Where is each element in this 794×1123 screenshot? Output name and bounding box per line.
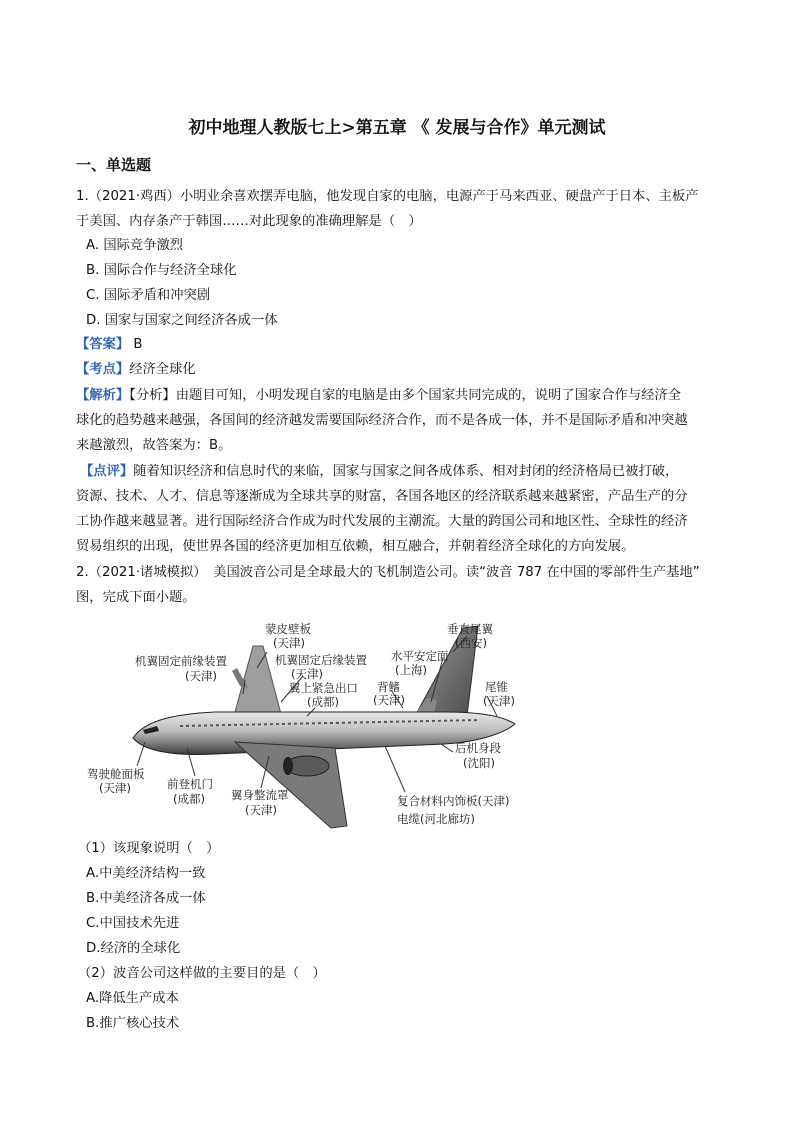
q1-option-d: D. 国家与国家之间经济各成一体	[86, 313, 278, 328]
q1-stem-line: 1.（2021·鸡西）小明业余喜欢摆弄电脑，他发现自家的电脑，电源产于马来西亚、硬盘产于日本、主板产	[76, 189, 699, 204]
label-leading-edge-city: (天津)	[185, 669, 217, 683]
label-cockpit-panel: 驾驶舱面板	[87, 767, 145, 781]
label-interior-panel: 复合材料内饰板(天津)	[397, 794, 510, 808]
label-emergency-exit-city: (成都)	[307, 695, 339, 709]
label-skin-panel: 蒙皮壁板	[265, 622, 311, 636]
q1-stem-line: 于美国、内存条产于韩国……对此现象的准确理解是（ ）	[76, 214, 422, 229]
q2-sub1-option-d: D.经济的全球化	[86, 941, 181, 956]
label-aft-fuselage: 后机身段	[455, 741, 501, 755]
q2-sub1: （1）该现象说明（ ）	[78, 841, 220, 856]
q2-sub2-option-b: B.推广核心技术	[86, 1016, 180, 1031]
kaodian-value: 经济全球化	[129, 362, 196, 377]
dianping-line: 资源、技术、人才、信息等逐渐成为全球共享的财富，各国各地区的经济联系越来越紧密，产品生产的分	[76, 489, 688, 504]
q1-option-b: B. 国际合作与经济全球化	[86, 263, 237, 278]
jiexi-line: 球化的趋势越来越强，各国间的经济越发需要国际经济合作，而不是各成一体，并不是国际矛盾和冲突越	[76, 413, 688, 428]
dianping-line: 工协作越来越显著。进行国际经济合作成为时代发展的主潮流。大量的跨国公司和地区性、全球性的经济	[76, 514, 688, 529]
label-skin-panel-city: (天津)	[273, 636, 305, 650]
answer-value: B	[129, 337, 143, 352]
label-wing-body-fairing: 翼身整流罩	[231, 788, 289, 802]
q2-sub1-option-b: B.中美经济各成一体	[86, 891, 206, 906]
dianping-tag: 【点评】	[80, 464, 134, 479]
label-tail-cone: 尾锥	[485, 680, 508, 694]
label-cockpit-panel-city: (天津)	[99, 781, 131, 795]
jiexi-tag: 【解析】	[76, 388, 130, 403]
label-emergency-exit: 翼上紧急出口	[289, 681, 358, 695]
label-dorsal-fin-city: (天津)	[373, 693, 405, 707]
label-horizontal-stabilizer-city: (上海)	[395, 663, 427, 677]
q2-stem-line: 图，完成下面小题。	[76, 590, 196, 605]
q1-option-a: A. 国际竞争激烈	[86, 238, 184, 253]
q1-option-c: C. 国际矛盾和冲突剧	[86, 288, 211, 303]
q2-sub1-option-c: C.中国技术先进	[86, 916, 180, 931]
q2-stem	[76, 560, 720, 610]
boeing-787-parts-diagram	[85, 616, 535, 830]
jiexi-line: 来越激烈，故答案为：B。	[76, 438, 232, 453]
q1-jiexi	[76, 383, 720, 458]
q2-sub2: （2）波音公司这样做的主要目的是（ ）	[78, 966, 326, 981]
q1-answer	[76, 335, 143, 355]
dianping-line: 贸易组织的出现，使世界各国的经济更加相互依赖，相互融合，并朝着经济全球化的方向发展。	[76, 539, 635, 554]
q2-sub1-option-a: A.中美经济结构一致	[86, 866, 206, 881]
label-trailing-edge: 机翼固定后缘装置	[275, 653, 367, 667]
q2-stem-line: 2.（2021·诸城模拟） 美国波音公司是全球最大的飞机制造公司。读“波音 787 在中国的零部件生产基地”	[76, 565, 700, 580]
label-forward-door: 前登机门	[167, 777, 213, 791]
answer-tag: 【答案】	[76, 337, 130, 352]
label-vertical-tail-city: (西安)	[455, 636, 487, 650]
label-wing-body-fairing-city: (天津)	[245, 803, 277, 817]
label-horizontal-stabilizer: 水平安定面	[391, 649, 449, 663]
q2-sub2-option-a: A.降低生产成本	[86, 991, 179, 1006]
label-forward-door-city: (成都)	[173, 792, 205, 806]
label-tail-cone-city: (天津)	[483, 694, 515, 708]
kaodian-tag: 【考点】	[76, 362, 130, 377]
label-dorsal-fin: 背鳍	[377, 680, 400, 694]
q1-stem	[76, 184, 720, 234]
engine-intake	[283, 757, 293, 775]
label-trailing-edge-city: (天津)	[291, 667, 323, 681]
label-cable: 电缆(河北廊坊)	[397, 812, 475, 826]
q1-dianping	[76, 459, 720, 559]
q1-kaodian	[76, 360, 196, 380]
jiexi-line: 【分析】由题目可知，小明发现自家的电脑是由多个国家共同完成的，说明了国家合作与经济全	[129, 388, 682, 403]
page-title: 初中地理人教版七上>第五章 《 发展与合作》单元测试	[188, 118, 606, 138]
section-heading: 一、单选题	[76, 156, 152, 174]
label-leading-edge: 机翼固定前缘装置	[135, 654, 227, 668]
dianping-line: 随着知识经济和信息时代的来临，国家与国家之间各成体系、相对封闭的经济格局已被打破，	[133, 464, 679, 479]
label-vertical-tail: 垂直尾翼	[447, 622, 493, 636]
label-aft-fuselage-city: (沈阳)	[463, 756, 495, 770]
